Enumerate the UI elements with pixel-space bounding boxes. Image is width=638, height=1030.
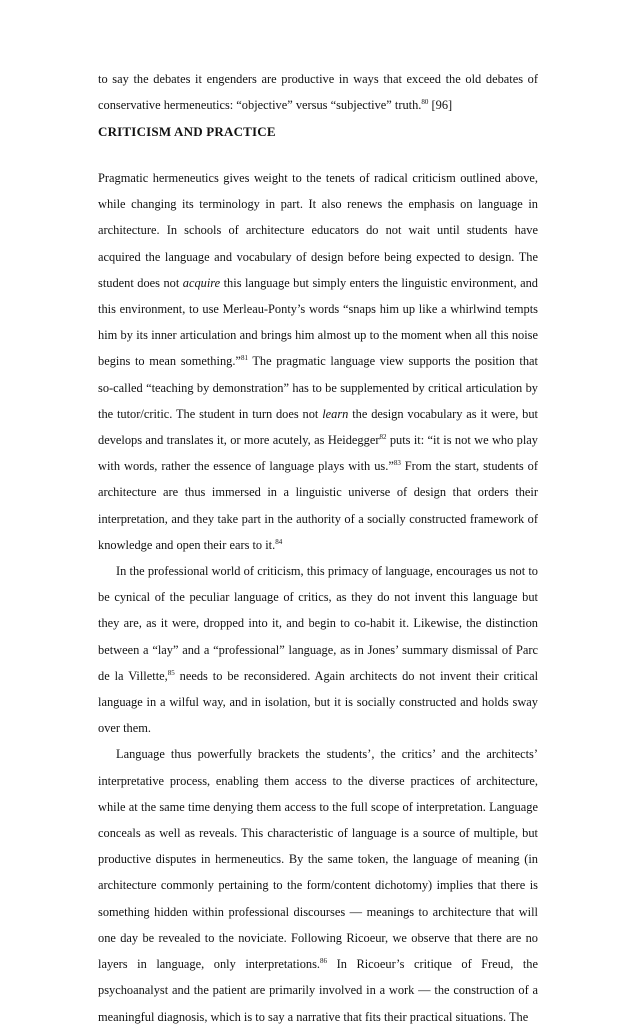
paragraph-1-text: the design vocabulary as it were, but develops and translates it, or more acutely, as Heidegger <box>98 406 538 448</box>
footnote-ref-86[interactable]: 86 <box>320 957 328 966</box>
paragraph-1-text: Pragmatic hermeneutics gives weight to the tenets of radical criticism outlined above, while changing its terminology in part. It also renews the emphasis on language in architecture. In schools of architecture educators do not wait until students have acquired the language and vocabulary of design before being expected to design. The student does not <box>98 171 538 290</box>
paragraph-2-text: needs to be reconsidered. Again architects do not invent their critical language in a wilful way, and in isolation, but it is socially constructed and holds sway over them. <box>98 668 539 736</box>
footnote-ref-81[interactable]: 81 <box>240 354 248 363</box>
paragraph-1-text: this language but simply enters the linguistic environment, and this environment, to use Merleau-Ponty’s words “snaps him up like a whirlwind tempts him by its inner articulation and brings him almost up to the moment when all this noise begins to mean something.” <box>98 275 538 369</box>
emphasis-acquire: acquire <box>182 275 221 290</box>
paragraph-3 <box>98 741 538 1029</box>
paragraph-1 <box>98 165 538 558</box>
footnote-ref-85[interactable]: 85 <box>167 668 175 677</box>
intro-paragraph <box>98 66 538 118</box>
paragraph-1-text: From the start, students of architecture are thus immersed in a linguistic universe of design that orders their interpretation, and they take part in the authority of a socially constructed framework of knowledge and open their ears to it. <box>98 459 538 552</box>
footnote-ref-84[interactable]: 84 <box>275 537 283 546</box>
footnote-ref-80[interactable]: 80 <box>421 98 429 107</box>
paragraph-3-text: Language thus powerfully brackets the students’, the critics’ and the architects’ interpretative process, enabling them access to the diverse practices of architecture, while at the same time denying them access to the full scope of interpretation. Language conceals as well as reveals. This characteristic of language is a source of multiple, but productive disputes in hermeneutics. By the same token, the language of meaning (in architecture commonly pertaining to the form/content dichotomy) implies that there is something hidden within professional discourses — meanings to architecture that will one day be revealed to the noviciate. Following Ricoeur, we observe that there are no layers in language, only interpretations. <box>98 747 538 972</box>
paragraph-3-text: In Ricoeur’s critique of Freud, the psychoanalyst and the patient are primarily involved in a work — the construction of a meaningful diagnosis, which is to say a narrative that fits their practical situations. The <box>98 957 538 1024</box>
section-heading: CRITICISM AND PRACTICE <box>98 124 276 139</box>
intro-text: to say the debates it engenders are productive in ways that exceed the old debates of conservative hermeneutics: “objective” versus “subjective” truth. <box>98 72 538 113</box>
paragraph-2-text: In the professional world of criticism, this primacy of language, encourages us not to be cynical of the peculiar language of critics, as they do not invent this language but they are, as it were, dropped into it, and begin to co-habit it. Likewise, the distinction between a “lay” and a “professional” language, as in Jones’ summary dismissal of Parc de la Villette, <box>98 564 538 683</box>
footnote-ref-83[interactable]: 83 <box>393 459 401 468</box>
paragraph-2 <box>98 558 538 741</box>
page-ref: [96] <box>428 98 453 113</box>
paragraph-1-text: The pragmatic language view supports the position that so-called “teaching by demonstration” has to be supplemented by critical articulation by the tutor/critic. The student in turn does not <box>98 354 538 421</box>
footnote-ref-82[interactable]: 82 <box>379 433 387 442</box>
body-text <box>98 165 538 1030</box>
emphasis-learn: learn <box>322 406 349 421</box>
paragraph-1-text: puts it: “it is not we who play with words, rather the essence of language plays with us.” <box>98 433 538 474</box>
